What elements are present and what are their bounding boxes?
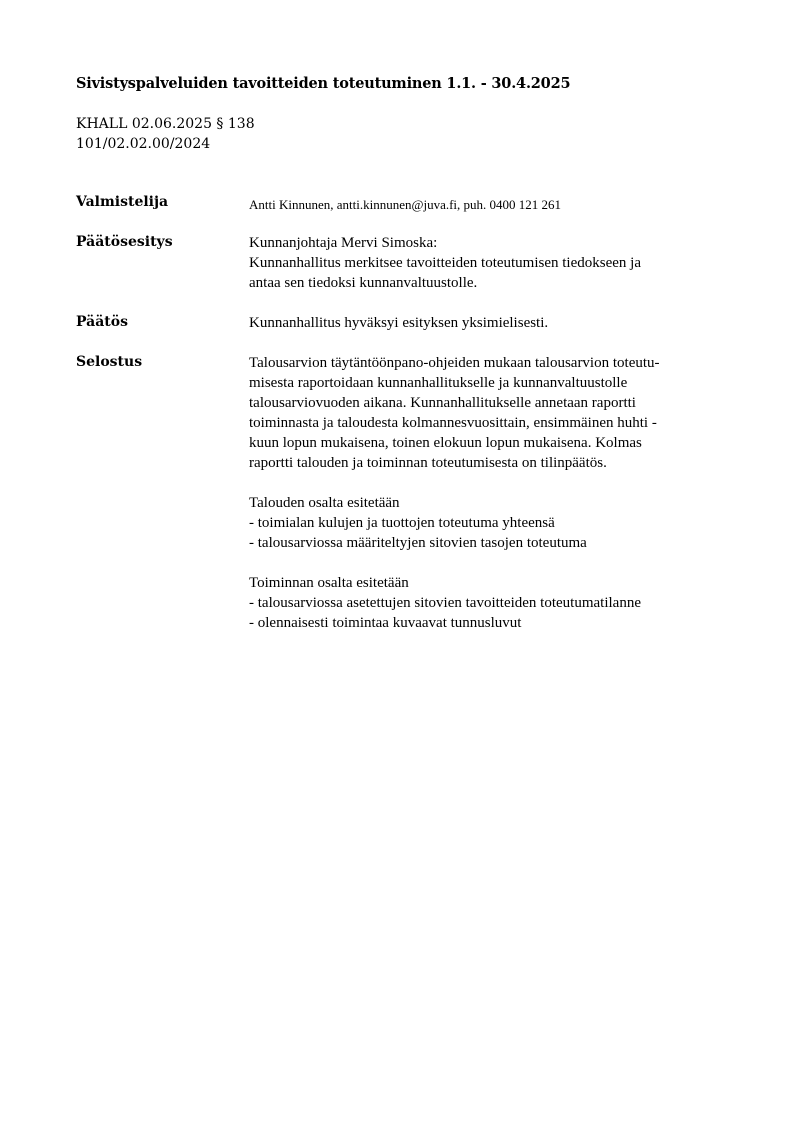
toiminta-heading: Toiminnan osalta esitetään: [249, 575, 409, 591]
proposal-line: Kunnanhallitus merkitsee tavoitteiden toteutumisen tiedokseen ja: [249, 255, 641, 271]
selostus-text: [249, 353, 739, 633]
valmistelija-label: Valmistelija: [76, 194, 169, 210]
decision-line: Kunnanhallitus hyväksyi esityksen yksimielisesti.: [249, 315, 549, 331]
selostus-paragraph-line: misesta raportoidaan kunnanhallitukselle ja kunnanvaltuustolle: [249, 375, 628, 391]
selostus-paragraph-line: kuun lopun mukaisena, toinen elokuun lopun mukaisena. Kolmas: [249, 435, 642, 451]
valmistelija-text: [249, 195, 739, 215]
selostus-paragraph-line: Talousarvion täytäntöönpano-ohjeiden mukaan talousarvion toteutu-: [249, 355, 660, 371]
paatos-label: Päätös: [76, 314, 128, 330]
selostus-label: Selostus: [76, 354, 143, 370]
record-number: 101/02.02.00/2024: [76, 136, 211, 152]
selostus-paragraph-line: toiminnasta ja taloudesta kolmannesvuosittain, ensimmäinen huhti -: [249, 415, 657, 431]
paatos-text: [249, 313, 739, 333]
toiminta-list-item: - talousarviossa asetettujen sitovien tavoitteiden toteutumatilanne: [249, 595, 641, 611]
paragraph-spacer: [249, 473, 739, 493]
proposal-line: antaa sen tiedoksi kunnanvaltuustolle.: [249, 275, 478, 291]
document-title: Sivistyspalveluiden tavoitteiden toteutuminen 1.1. - 30.4.2025: [76, 75, 571, 92]
paatosesitys-text: [249, 233, 739, 293]
toiminta-list-item: - olennaisesti toimintaa kuvaavat tunnusluvut: [249, 615, 522, 631]
meeting-reference: KHALL 02.06.2025 § 138: [76, 116, 255, 132]
selostus-paragraph-line: raportti talouden ja toiminnan toteutumisesta on tilinpäätös.: [249, 455, 607, 471]
preparer-contact: Antti Kinnunen, antti.kinnunen@juva.fi, puh. 0400 121 261: [249, 197, 562, 212]
talous-list-item: - toimialan kulujen ja tuottojen toteutuma yhteensä: [249, 515, 555, 531]
selostus-paragraph-line: talousarviovuoden aikana. Kunnanhallitukselle annetaan raportti: [249, 395, 636, 411]
paatosesitys-label: Päätösesitys: [76, 234, 173, 250]
talous-heading: Talouden osalta esitetään: [249, 495, 400, 511]
proposal-line: Kunnanjohtaja Mervi Simoska:: [249, 235, 438, 251]
paragraph-spacer: [249, 553, 739, 573]
talous-list-item: - talousarviossa määriteltyjen sitovien tasojen toteutuma: [249, 535, 587, 551]
